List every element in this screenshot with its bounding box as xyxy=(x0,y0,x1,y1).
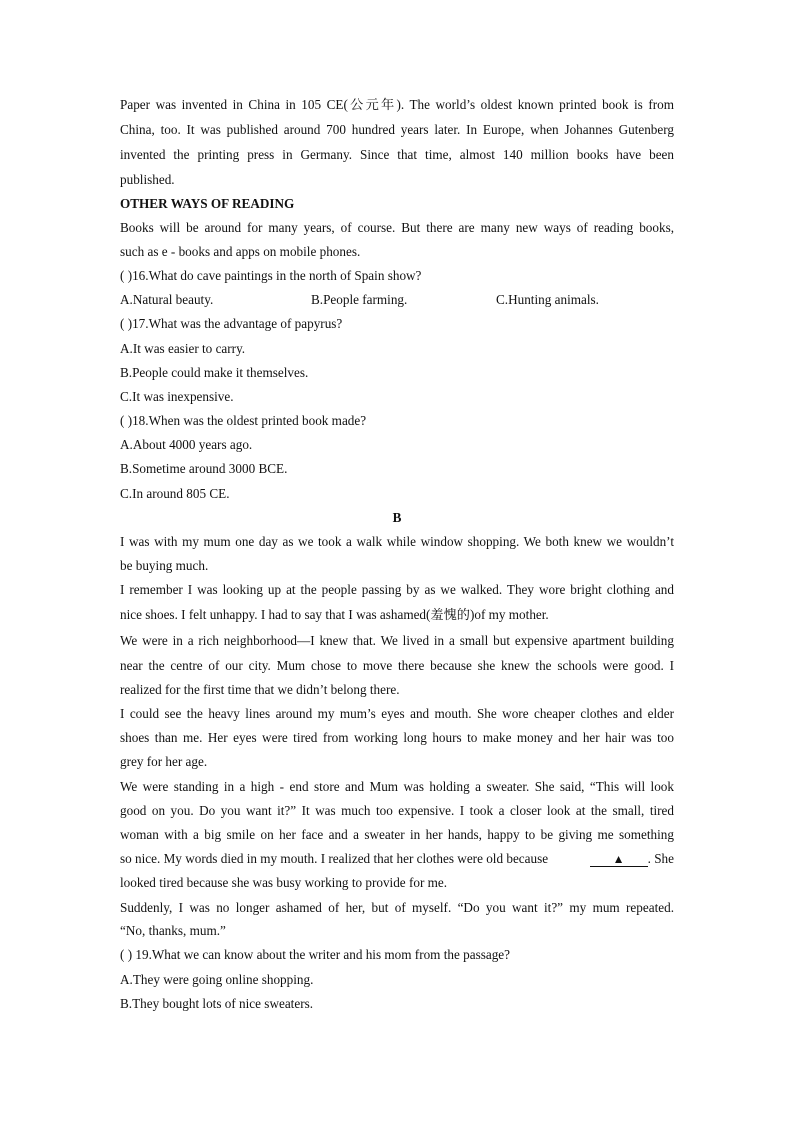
passage-b-line: grey for her age. xyxy=(120,754,208,769)
blank-line-before-text: so nice. My words died in my mouth. I realized that her clothes were old because xyxy=(120,851,549,866)
passage-b-line: “No, thanks, mum.” xyxy=(120,923,226,938)
option-c: C.In around 805 CE. xyxy=(120,486,230,501)
paragraph-books-line: such as e - books and apps on mobile phones. xyxy=(120,244,361,259)
paragraph-paper-line: China, too. It was published around 700 hundred years later. In Europe, when Johannes Gutenberg xyxy=(120,122,674,137)
blank-fill-container xyxy=(590,849,674,869)
section-heading-other-ways: OTHER WAYS OF READING xyxy=(120,196,295,211)
option-c: C.Hunting animals. xyxy=(496,292,599,307)
passage-b-line: I remember I was looking up at the people passing by as we walked. They wore bright clothing and xyxy=(120,582,674,597)
option-b: B.People could make it themselves. xyxy=(120,365,309,380)
passage-b-line: near the centre of our city. Mum chose to move there because she knew the schools were good. I xyxy=(120,658,674,673)
option-b: B.Sometime around 3000 BCE. xyxy=(120,461,288,476)
option-b: B.People farming. xyxy=(311,292,408,307)
passage-b-line: I was with my mum one day as we took a walk while window shopping. We both knew we wouldn’t xyxy=(120,534,674,549)
option-b: B.They bought lots of nice sweaters. xyxy=(120,996,314,1011)
passage-b-line: Suddenly, I was no longer ashamed of her, but of myself. “Do you want it?” my mum repeated. xyxy=(120,900,674,915)
question-19-stem: ( ) 19.What we can know about the writer and his mom from the passage? xyxy=(120,947,511,962)
passage-b-line: be buying much. xyxy=(120,558,209,573)
option-a: A.Natural beauty. xyxy=(120,292,214,307)
question-18-stem: ( )18.When was the oldest printed book made? xyxy=(120,413,367,428)
section-heading-b: B xyxy=(392,510,402,525)
paragraph-paper-line: published. xyxy=(120,172,175,187)
option-a: A.About 4000 years ago. xyxy=(120,437,253,452)
passage-b-line: looked tired because she was busy working to provide for me. xyxy=(120,875,448,890)
question-17-stem: ( )17.What was the advantage of papyrus? xyxy=(120,316,343,331)
paragraph-books-line: Books will be around for many years, of course. But there are many new ways of reading books, xyxy=(120,220,674,235)
option-a: A.It was easier to carry. xyxy=(120,341,246,356)
passage-b-line: shoes than me. Her eyes were tired from working long hours to make money and her hair was too xyxy=(120,730,674,745)
question-16-stem: ( )16.What do cave paintings in the north of Spain show? xyxy=(120,268,422,283)
passage-b-line: I could see the heavy lines around my mum’s eyes and mouth. She wore cheaper clothes and elder xyxy=(120,706,674,721)
passage-b-blank-line xyxy=(120,849,674,869)
question-16-options xyxy=(120,290,674,310)
passage-b-line: We were standing in a high - end store and Mum was holding a sweater. She said, “This will look xyxy=(120,779,674,794)
answer-blank[interactable]: ▲ xyxy=(590,852,648,867)
paragraph-paper-line: Paper was invented in China in 105 CE(公元年). The world’s oldest known printed book is from xyxy=(120,97,674,112)
passage-b-line: good on you. Do you want it?” It was much too expensive. I took a closer look at the small, tired xyxy=(120,803,674,818)
passage-b-line: realized for the first time that we didn’t belong there. xyxy=(120,682,400,697)
option-c: C.It was inexpensive. xyxy=(120,389,234,404)
passage-b-line: nice shoes. I felt unhappy. I had to say that I was ashamed(羞愧的)of my mother. xyxy=(120,607,549,622)
option-a: A.They were going online shopping. xyxy=(120,972,314,987)
passage-b-line: woman with a big smile on her face and a sweater in her hands, happy to be giving me something xyxy=(120,827,674,842)
paragraph-paper-line: invented the printing press in Germany. Since that time, almost 140 million books have been xyxy=(120,147,674,162)
passage-b-line: We were in a rich neighborhood—I knew that. We lived in a small but expensive apartment building xyxy=(120,633,674,648)
blank-line-after-text: . She xyxy=(647,851,674,866)
